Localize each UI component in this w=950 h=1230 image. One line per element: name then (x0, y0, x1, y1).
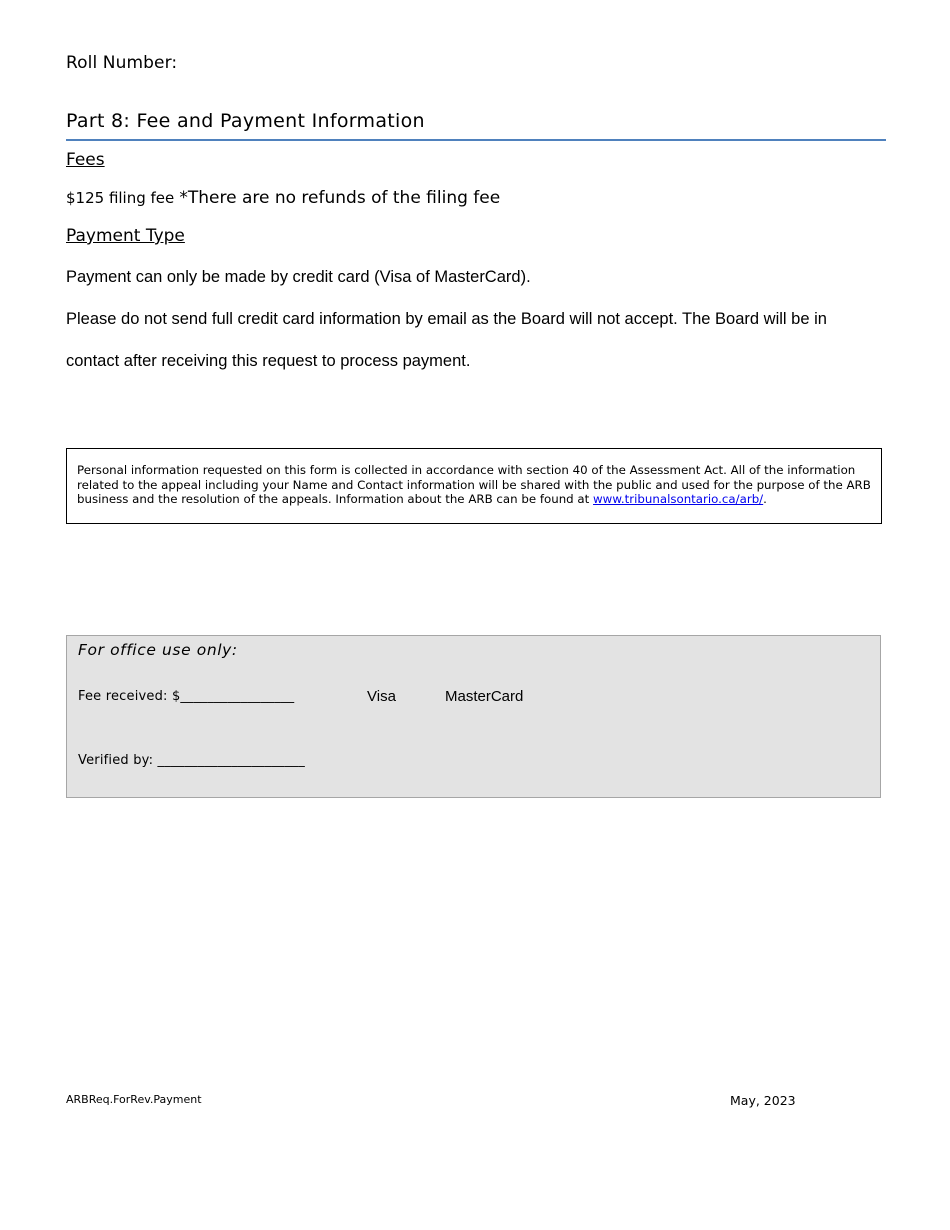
payment-instruction-line-1: Please do not send full credit card information by email as the Board will not accept. The Board will be in (66, 310, 827, 328)
footer-form-code: ARBReq.ForRev.Payment (66, 1093, 202, 1106)
arb-website-link[interactable]: www.tribunalsontario.ca/arb/ (593, 492, 764, 507)
roll-number-label: Roll Number: (66, 53, 178, 73)
privacy-notice-text: Personal information requested on this form is collected in accordance with section 40 of the Assessment Act. All of the information related to the appeal including your Name and Contact information will be shared with the public and used for the purpose of the ARB business and the resolution of the appeals. Information about the ARB can be found at (77, 463, 871, 507)
privacy-notice-box (66, 448, 882, 524)
heading-divider (66, 139, 886, 141)
payment-method-text: Payment can only be made by credit card (Visa of MasterCard). (66, 268, 531, 286)
footer-date: May, 2023 (730, 1093, 796, 1108)
section-heading: Part 8: Fee and Payment Information (66, 110, 425, 132)
mastercard-option: MasterCard (445, 688, 524, 705)
fee-amount: $125 filing fee (66, 189, 175, 207)
office-use-title: For office use only: (78, 641, 238, 659)
fees-heading: Fees (66, 150, 105, 170)
verified-by-field: Verified by: ______________________ (78, 753, 305, 768)
payment-instruction-line-2: contact after receiving this request to process payment. (66, 352, 471, 370)
fee-received-field: Fee received: $_________________ (78, 689, 295, 704)
fee-line (66, 188, 500, 208)
payment-type-heading: Payment Type (66, 226, 185, 246)
office-use-box (66, 635, 881, 798)
privacy-notice-suffix: . (763, 492, 767, 507)
visa-option: Visa (367, 688, 396, 705)
refund-note: *There are no refunds of the filing fee (179, 188, 501, 208)
